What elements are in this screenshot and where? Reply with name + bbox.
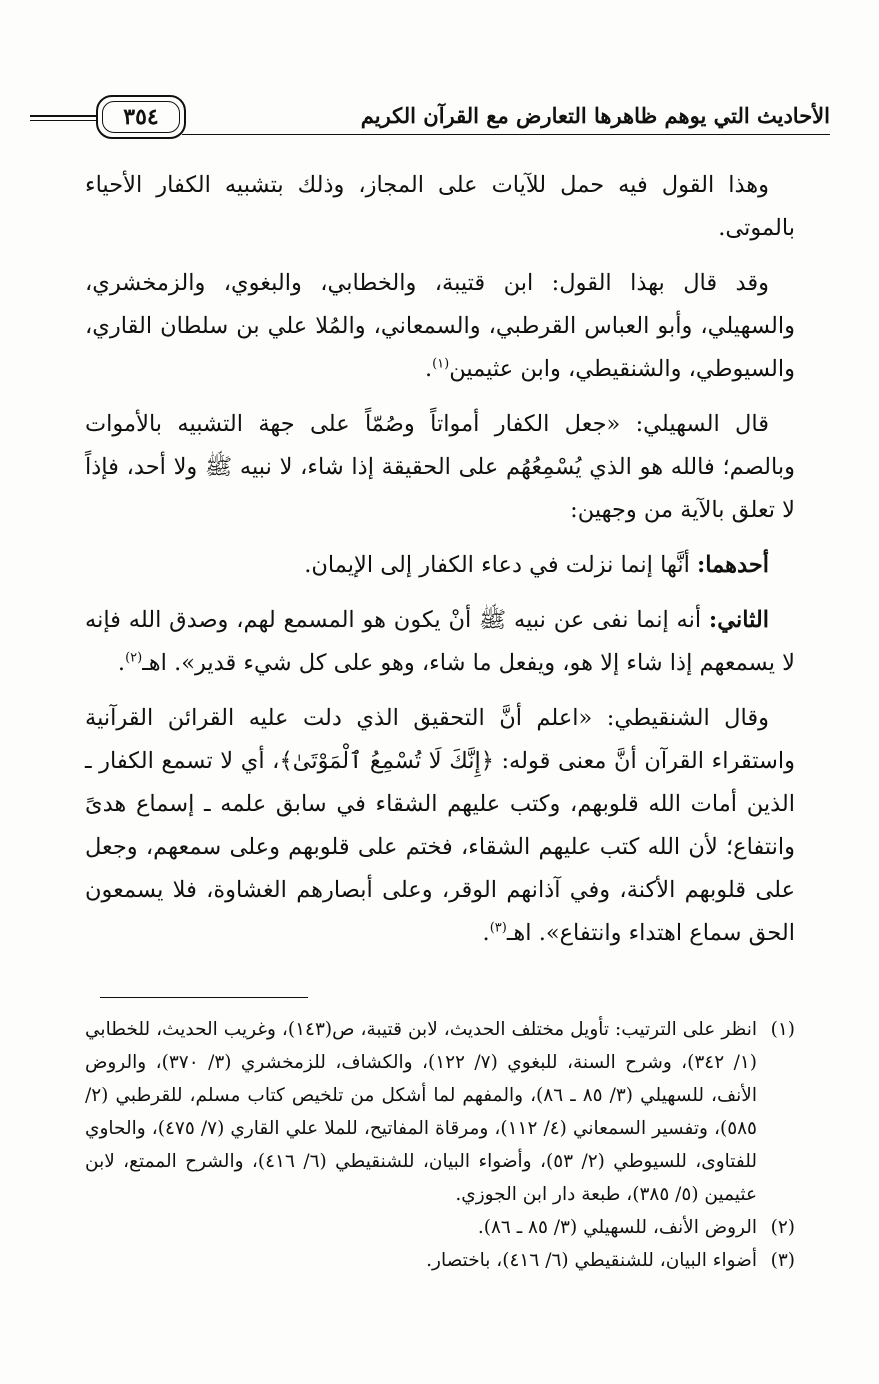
footnote-number: (١) [770,1019,795,1040]
paragraph-text: أنه إنما نفى عن نبيه ﷺ أنْ يكون هو المسمع لهم، وصدق الله فإنه لا يسمعهم إذا شاء إلا هو، ويفعل ما شاء، وهو على كل شيء قدير». اهـ [85,607,795,676]
header-rule [30,120,96,121]
footnote-ref: (٢) [125,650,143,666]
paragraph-text: قال السهيلي: «جعل الكفار أمواتاً وصُمّاً على جهة التشبيه بالأموات وبالصم؛ فالله هو الذي يُسْمِعُهُم على الحقيقة إذا شاء، لا نبيه ﷺ ولا أحد، فإذاً لا تعلق بالآية من وجهين: [85,411,795,523]
paragraph: وقد قال بهذا القول: ابن قتيبة، والخطابي، والبغوي، والزمخشري، والسهيلي، وأبو العباس القرطبي، والسمعاني، والمُلا علي بن سلطان القاري، والسيوطي، والشنقيطي، وابن عثيمين$^{(١)}$. [85,270,795,382]
footnote [85,1013,795,1211]
header-underline [182,134,830,135]
paragraph-text: وهذا القول فيه حمل للآيات على المجاز، وذلك بتشبيه الكفار الأحياء بالموتى. [85,172,795,241]
paragraph-text: وقال الشنقيطي: «اعلم أنَّ التحقيق الذي دلت عليه القرائن القرآنية واستقراء القرآن أنَّ معنى قوله: ﴿إِنَّكَ لَا تُسْمِعُ ٱلْمَوْتَىٰ﴾، أي لا تسمع الكفار ـ الذين أمات الله قلوبهم، وكتب عليهم الشقاء في سابق علمه ـ إسماع هدىً وانتفاع؛ لأن الله كتب عليهم الشقاء، فختم على قلوبهم وعلى سمعهم، وجعل على قلوبهم الأكنة، وفي آذانهم الوقر، وعلى أبصارهم الغشاوة، فلا يسمعون الحق سماع اهتداء وانتفاع». اهـ [85,705,795,946]
point-label: أحدهما: [696,552,769,578]
paragraph: الثاني: أنه إنما نفى عن نبيه ﷺ أنْ يكون هو المسمع لهم، وصدق الله فإنه لا يسمعهم إذا شاء إلا هو، ويفعل ما شاء، وهو على كل شيء قدير». اهـ$^{(٢)}$. [85,607,795,676]
header-rule [30,115,96,117]
paragraph [85,164,795,250]
page-number-frame [96,95,186,139]
footnote-separator [100,997,308,998]
footnote-text: الروض الأنف، للسهيلي (٣/ ٨٥ ـ ٨٦). [477,1217,757,1238]
footnote-text: أضواء البيان، للشنقيطي (٦/ ٤١٦)، باختصار. [426,1250,757,1271]
paragraph: وقال الشنقيطي: «اعلم أنَّ التحقيق الذي دلت عليه القرائن القرآنية واستقراء القرآن أنَّ معنى قوله: ﴿إِنَّكَ لَا تُسْمِعُ ٱلْمَوْتَىٰ﴾، أي لا تسمع الكفار ـ الذين أمات الله قلوبهم، وكتب عليهم الشقاء في سابق علمه ـ إسماع هدىً وانتفاع؛ لأن الله كتب عليهم الشقاء، فختم على قلوبهم وعلى سمعهم، وجعل على قلوبهم الأكنة، وفي آذانهم الوقر، وعلى أبصارهم الغشاوة، فلا يسمعون الحق سماع اهتداء وانتفاع». اهـ$^{(٣)}$. [85,705,795,946]
footnotes [85,1013,795,1277]
paragraph [85,544,795,587]
paragraph-text: وقد قال بهذا القول: ابن قتيبة، والخطابي، والبغوي، والزمخشري، والسهيلي، وأبو العباس القرطبي، والسمعاني، والمُلا علي بن سلطان القاري، والسيوطي، والشنقيطي، وابن عثيمين [85,270,795,382]
running-title: الأحاديث التي يوهم ظاهرها التعارض مع القرآن الكريم [360,103,830,128]
footnote [85,1244,795,1277]
paragraph [85,403,795,532]
point-label: الثاني: [708,607,769,633]
footnote-ref: (٣) [489,920,507,936]
footnote-number: (٢) [770,1217,795,1238]
page-number: ٣٥٤ [123,104,159,130]
footnote [85,1211,795,1244]
footnote-text: انظر على الترتيب: تأويل مختلف الحديث، لابن قتيبة، ص(١٤٣)، وغريب الحديث، للخطابي (١/ ٣٤٢)، وشرح السنة، للبغوي (٧/ ١٢٢)، والكشاف، للزمخشري (٣/ ٣٧٠)، والروض الأنف، للسهيلي (٣/ ٨٥ ـ ٨٦)، والمفهم لما أشكل من تلخيص كتاب مسلم، للقرطبي (٢/ ٥٨٥)، وتفسير السمعاني (٤/ ١١٢)، ومرقاة المفاتيح، للملا علي القاري (٧/ ٤٧٥)، والحاوي للفتاوى، للسيوطي (٢/ ٥٣)، وأضواء البيان، للشنقيطي (٦/ ٤١٦)، والشرح الممتع، لابن عثيمين (٥/ ٣٨٥)، طبعة دار ابن الجوزي. [85,1019,758,1205]
running-header [30,95,830,155]
main-text [85,164,795,967]
paragraph-text: أنَّها إنما نزلت في دعاء الكفار إلى الإيمان. [304,552,690,578]
footnote-number: (٣) [770,1250,795,1271]
footnote-ref: (١) [432,356,450,372]
